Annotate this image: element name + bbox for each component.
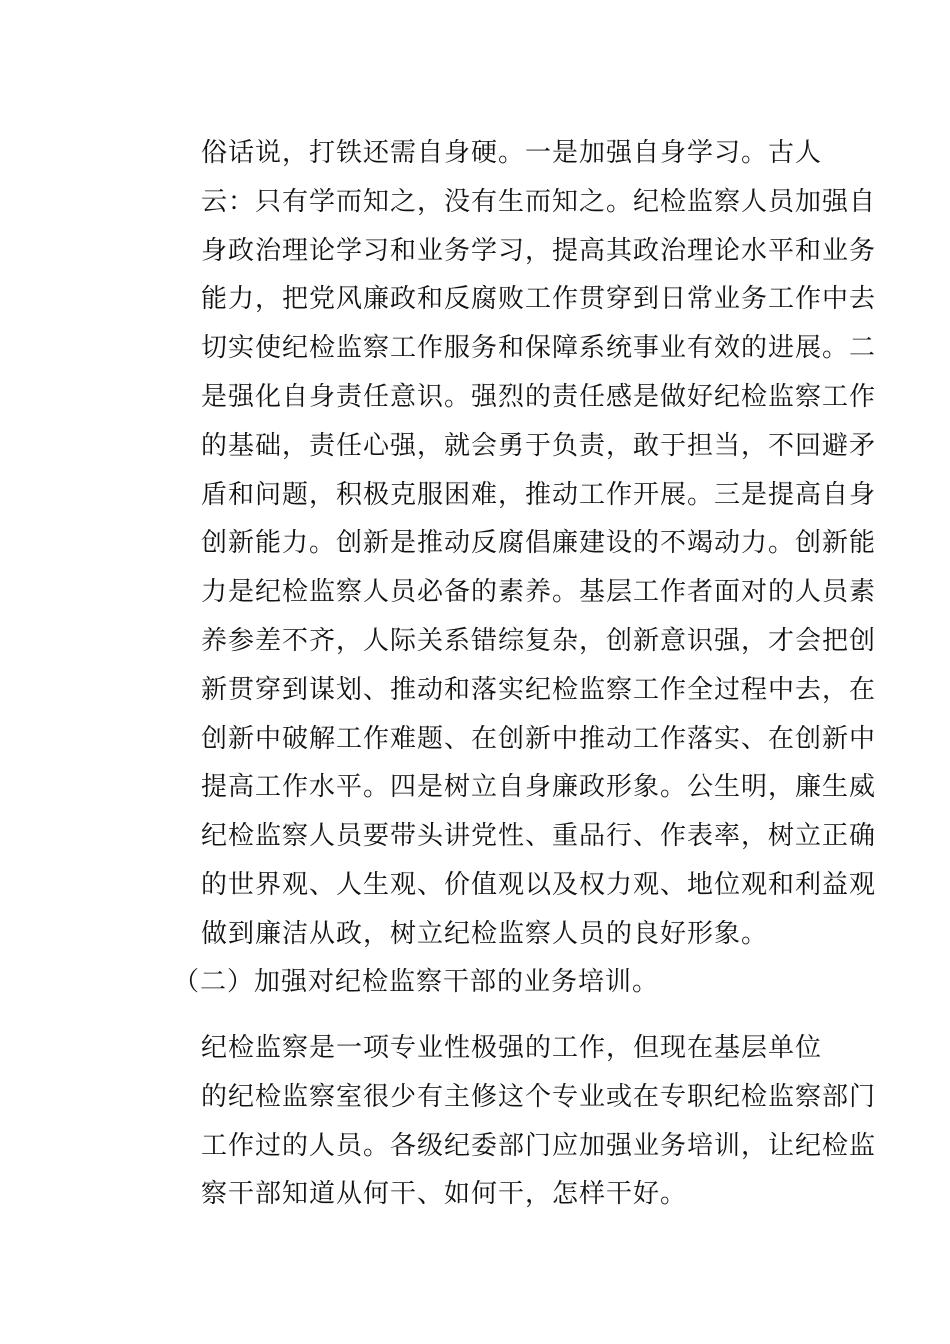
text-line: 新贯穿到谋划、推动和落实纪检监察工作全过程中去，在 <box>201 674 877 705</box>
heading: （二）加强对纪检监察干部的业务培训。 <box>173 967 660 997</box>
text-line: 的纪检监察室很少有主修这个专业或在专职纪检监察部门 <box>201 1081 877 1112</box>
text-line: 纪检监察是一项专业性极强的工作，但现在基层单位 <box>201 1033 823 1063</box>
text-line: 云：只有学而知之，没有生而知之。纪检监察人员加强自 <box>201 186 877 217</box>
text-line: 工作过的人员。各级纪委部门应加强业务培训，让纪检监 <box>201 1130 877 1161</box>
text-line: 做到廉洁从政，树立纪检监察人员的良好形象。 <box>201 918 769 949</box>
text-line: 养参差不齐，人际关系错综复杂，创新意识强，才会把创 <box>201 625 877 656</box>
text-line: 的世界观、人生观、价值观以及权力观、地位观和利益观 <box>201 869 877 900</box>
text-line: 提高工作水平。四是树立自身廉政形象。公生明，廉生威 <box>201 772 877 803</box>
text-line: 的基础，责任心强，就会勇于负责，敢于担当，不回避矛 <box>201 430 877 461</box>
paragraph-training <box>145 1024 877 1219</box>
text-line: 切实使纪检监察工作服务和保障系统事业有效的进展。二 <box>201 333 877 364</box>
text-line: 能力，把党风廉政和反腐败工作贯穿到日常业务工作中去 <box>201 284 877 315</box>
text-line: 察干部知道从何干、如何干，怎样干好。 <box>201 1179 688 1210</box>
text-line: 身政治理论学习和业务学习，提高其政治理论水平和业务 <box>201 235 877 266</box>
paragraph <box>145 129 877 959</box>
paragraph <box>145 1024 877 1219</box>
text-line: 纪检监察人员要带头讲党性、重品行、作表率，树立正确 <box>201 821 877 852</box>
paragraph-self-discipline <box>145 129 877 959</box>
text-line: 盾和问题，积极克服困难，推动工作开展。三是提高自身 <box>201 479 877 510</box>
section-heading-training <box>145 958 807 1007</box>
text-line: 是强化自身责任意识。强烈的责任感是做好纪检监察工作 <box>201 381 877 412</box>
text-line: 创新能力。创新是推动反腐倡廉建设的不竭动力。创新能 <box>201 528 877 559</box>
text-line: 俗话说，打铁还需自身硬。一是加强自身学习。古人 <box>201 138 823 168</box>
text-line: 力是纪检监察人员必备的素养。基层工作者面对的人员素 <box>201 577 877 608</box>
text-line: 创新中破解工作难题、在创新中推动工作落实、在创新中 <box>201 723 877 754</box>
